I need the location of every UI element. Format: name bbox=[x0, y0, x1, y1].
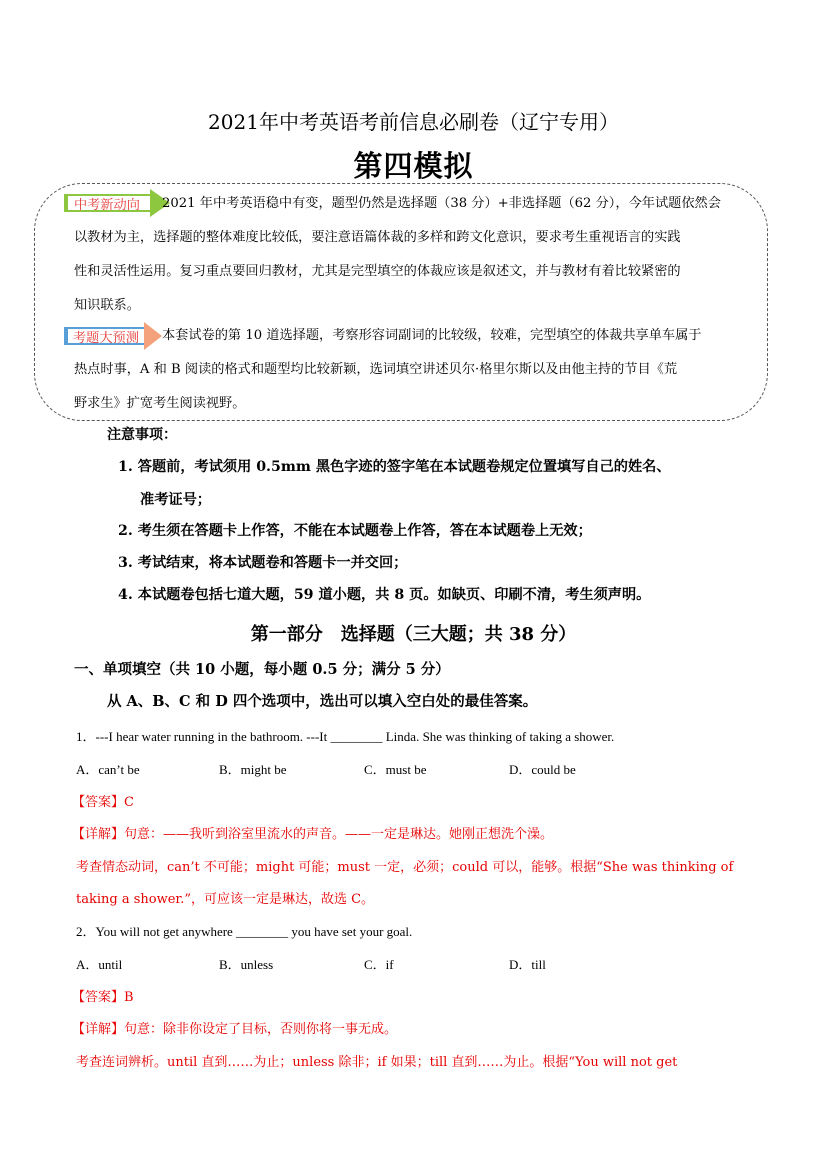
tag-exam-forecast-label: 考题大预测 bbox=[73, 331, 139, 346]
intro-p1-line1: 2021 年中考英语稳中有变，题型仍然是选择题（38 分）+非选择题（62 分），今年试题依然会 bbox=[162, 196, 721, 211]
document-subtitle: 第四模拟 bbox=[353, 149, 474, 183]
intro-paragraph-1 bbox=[74, 187, 750, 323]
question-1-stem: 1．---I hear water running in the bathroom. ---It ________ Linda. She was thinking of taking a shower. bbox=[76, 729, 615, 744]
document-title: 2021年中考英语考前信息必刷卷（辽宁专用） bbox=[208, 110, 619, 134]
q2-option-a: A．until bbox=[76, 957, 123, 972]
note-4: 4. 本试题卷包括七道大题，59 道小题，共 8 页。如缺页、印刷不清，考生须声明。 bbox=[118, 587, 651, 603]
q1-option-b: B．might be bbox=[219, 762, 287, 777]
intro-p2-line3: 野求生》扩宽考生阅读视野。 bbox=[74, 396, 246, 411]
q1-analysis-line1: 考查情态动词，can’t 不可能；might 可能；must 一定，必须；could 可以，能够。根据“She was thinking of bbox=[76, 860, 734, 875]
note-3: 3. 考试结束，将本试题卷和答题卡一并交回； bbox=[118, 555, 408, 571]
q2-option-b: B．unless bbox=[219, 957, 274, 972]
section-instruction: 从 A、B、C 和 D 四个选项中，选出可以填入空白处的最佳答案。 bbox=[107, 693, 538, 710]
q1-option-a: A．can’t be bbox=[76, 762, 140, 777]
intro-paragraph-2 bbox=[74, 319, 750, 421]
q2-option-c: C．if bbox=[364, 957, 394, 972]
q1-answer: 【答案】C bbox=[72, 795, 134, 810]
note-1-line1: 1. 答题前，考试须用 0.5mm 黑色字迹的签字笔在本试题卷规定位置填写自己的姓名、 bbox=[118, 459, 671, 475]
q1-analysis-line2: taking a shower.”，可应该一定是琳达，故选 C。 bbox=[76, 892, 375, 907]
notes-heading: 注意事项： bbox=[107, 427, 177, 443]
q2-answer: 【答案】B bbox=[72, 990, 134, 1005]
q2-option-d: D．till bbox=[509, 957, 546, 972]
question-2-stem: 2．You will not get anywhere ________ you have set your goal. bbox=[76, 924, 413, 939]
intro-p2-line1: 本套试卷的第 10 道选择题，考察形容词副词的比较级，较难，完型填空的体裁共享单车属于 bbox=[162, 328, 702, 343]
intro-p1-line3: 性和灵活性运用。复习重点要回归教材，尤其是完型填空的体裁应该是叙述文，并与教材有着比较紧密的 bbox=[74, 264, 681, 279]
intro-p1-line2: 以教材为主，选择题的整体难度比较低，要注意语篇体裁的多样和跨文化意识，要求考生重视语言的实践 bbox=[74, 230, 681, 245]
q1-detail: 【详解】句意：——我听到浴室里流水的声音。——一定是琳达。她刚正想洗个澡。 bbox=[72, 827, 554, 842]
q1-option-d: D．could be bbox=[509, 762, 576, 777]
intro-p2-line2: 热点时事，A 和 B 阅读的格式和题型均比较新颖，选词填空讲述贝尔·格里尔斯以及由他主持的节目《荒 bbox=[74, 362, 678, 377]
q2-analysis-line1: 考查连词辨析。until 直到……为止；unless 除非；if 如果；till 直到……为止。根据“You will not get bbox=[76, 1055, 678, 1070]
intro-p1-line4: 知识联系。 bbox=[74, 298, 140, 313]
section-heading: 一、单项填空（共 10 小题，每小题 0.5 分；满分 5 分） bbox=[74, 661, 450, 678]
tag-exam-trend-label: 中考新动向 bbox=[74, 198, 140, 213]
q2-detail: 【详解】句意：除非你设定了目标，否则你将一事无成。 bbox=[72, 1022, 398, 1037]
note-1-line2: 准考证号； bbox=[140, 492, 211, 508]
note-2: 2. 考生须在答题卡上作答，不能在本试题卷上作答，答在本试题卷上无效； bbox=[118, 523, 592, 539]
q1-option-c: C．must be bbox=[364, 762, 427, 777]
part-heading: 第一部分 选择题（三大题；共 38 分） bbox=[250, 624, 577, 645]
